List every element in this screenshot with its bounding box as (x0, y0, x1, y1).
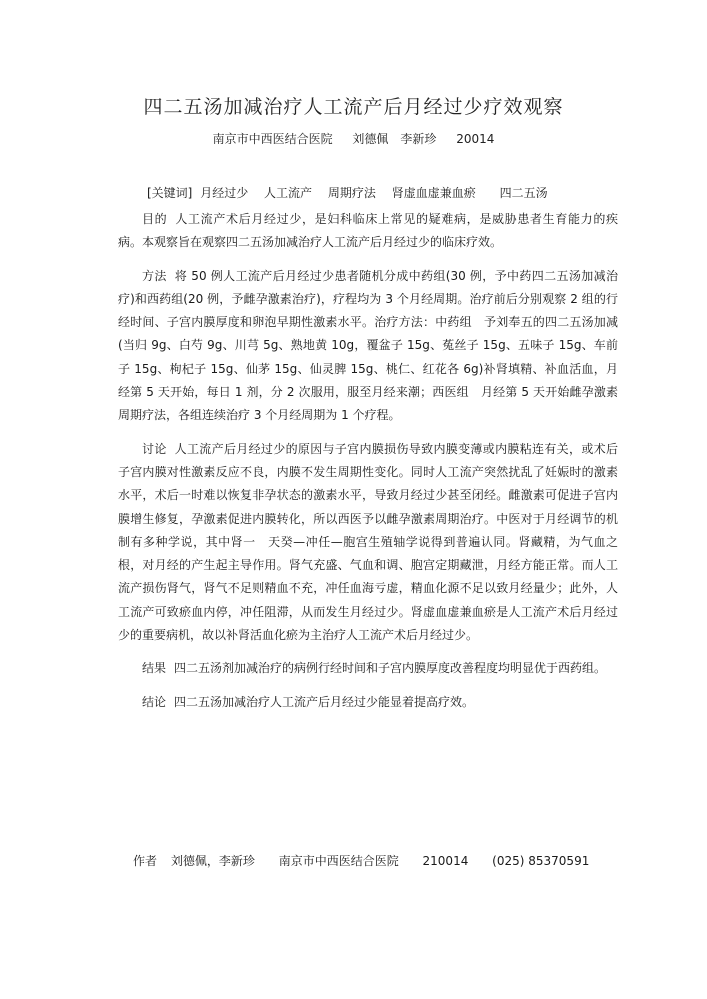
affiliation-authors: 刘德佩 李新珍 (352, 132, 437, 146)
footer-label: 作者 (133, 854, 158, 868)
affiliation-line (0, 130, 707, 147)
affiliation-postcode: 20014 (456, 132, 495, 146)
result-text: 四二五汤剂加减治疗的病例行经时间和子宫内膜厚度改善程度均明显优于西药组。 (174, 661, 607, 676)
affiliation-institution: 南京市中西医结合医院 (212, 132, 333, 146)
footer-institution: 南京市中西医结合医院 (278, 854, 399, 868)
footer-postcode: 210014 (422, 854, 469, 868)
keyword-item: 四二五汤 (499, 186, 548, 200)
page-title: 四二五汤加减治疗人工流产后月经过少疗效观察 (143, 96, 564, 118)
method-paragraph (118, 265, 618, 428)
keyword-item: 人工流产 (264, 186, 313, 200)
method-label: 方法 (142, 268, 167, 283)
keyword-item: 周期疗法 (327, 186, 376, 200)
method-text: 将 50 例人工流产后月经过少患者随机分成中药组(30 例，予中药四二五汤加减治疗)和西药组(20 例，予雌孕激素治疗)，疗程均为 3 个月经周期。治疗前后分别观察 2 组的行经时间、子宫内膜厚度和卵泡早期性激素水平。治疗方法：中药组 予刘奉五的四二五汤加减(当归 9g、白芍 9g、川芎 5g、熟地黄 10g，覆盆子 15g、菟丝子 15g、五味子 15g、车前子 15g、枸杞子 15g、仙茅 15g、仙灵脾 15g、桃仁、红花各 6g)补肾填精、补血活血，月经第 5 天开始，每日 1 剂，分 2 次服用，服至月经来潮；西医组 月经第 5 天开始雌孕激素周期疗法，各组连续治疗 3 个月经周期为 1 个疗程。 (118, 268, 618, 423)
keywords-line (147, 184, 627, 201)
conclusion-label: 结论 (142, 694, 167, 709)
footer-phone: (025) 85370591 (492, 854, 590, 868)
conclusion-paragraph (118, 691, 618, 714)
keyword-item: 肾虚血虚兼血瘀 (391, 186, 476, 200)
discussion-text: 人工流产后月经过少的原因与子宫内膜损伤导致内膜变薄或内膜粘连有关，或术后子宫内膜对性激素反应不良，内膜不发生周期性变化。同时人工流产突然扰乱了妊娠时的激素水平，术后一时难以恢复非孕状态的激素水平，导致月经过少甚至闭经。雌激素可促进子宫内膜增生修复，孕激素促进内膜转化，所以西医予以雌孕激素周期治疗。中医对于月经调节的机制有多种学说，其中肾一 天癸—冲任—胞宫生殖轴学说得到普遍认同。肾藏精，为气血之根，对月经的产生起主导作用。肾气充盛、气血和调、胞宫定期藏泄，月经方能正常。而人工流产损伤肾气，肾气不足则精血不充，冲任血海亏虚，精血化源不足以致月经量少；此外，人工流产可致瘀血内停，冲任阻滞，从而发生月经过少。肾虚血虚兼血瘀是人工流产术后月经过少的重要病机，故以补肾活血化瘀为主治疗人工流产术后月经过少。 (118, 441, 618, 643)
author-footer (133, 852, 633, 869)
conclusion-text: 四二五汤加减治疗人工流产后月经过少能显着提高疗效。 (174, 694, 475, 709)
discussion-label: 讨论 (142, 441, 167, 456)
objective-paragraph (118, 208, 618, 255)
result-label: 结果 (142, 661, 167, 676)
article-body (118, 208, 618, 724)
keyword-item: 月经过少 (200, 186, 249, 200)
discussion-paragraph (118, 438, 618, 648)
objective-text: 人工流产术后月经过少，是妇科临床上常见的疑难病，是威胁患者生育能力的疾病。本观察旨在观察四二五汤加减治疗人工流产后月经过少的临床疗效。 (118, 212, 618, 250)
result-paragraph (118, 657, 618, 680)
footer-authors: 刘德佩，李新珍 (170, 854, 255, 868)
keywords-label: [关键词] (147, 186, 193, 200)
objective-label: 目的 (142, 212, 168, 226)
